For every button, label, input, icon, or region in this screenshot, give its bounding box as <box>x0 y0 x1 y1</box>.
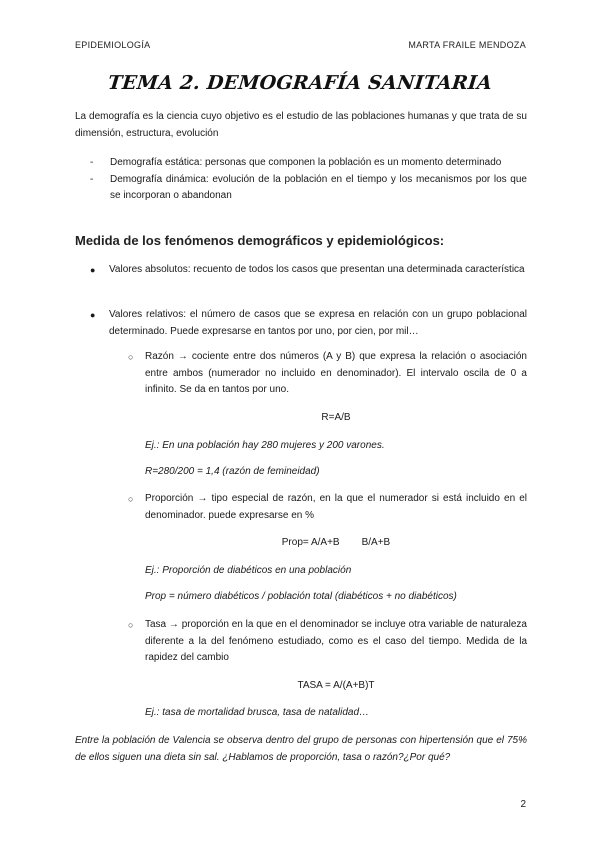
bullet-absolute-values <box>90 262 527 279</box>
sub-item-proporcion <box>128 491 527 524</box>
list-item-text: Demografía dinámica: evolución de la población en el tiempo y los mecanismos por los que se incorporan o abandonan <box>110 173 527 201</box>
formula-proporcion <box>145 537 527 548</box>
example-proporcion-2: Prop = número diabéticos / población total (diabéticos + no diabéticos) <box>145 591 457 602</box>
page-number: 2 <box>520 799 526 810</box>
circle-bullet-icon: ○ <box>128 352 134 362</box>
sub-item-text: Razón → cociente entre dos números (A y B) que expresa la relación o asociación entre ambos (numerador no incluido en denominador). El intervalo oscila de 0 a infinito. Se da en tantos por uno. <box>145 351 527 395</box>
page-title: TEMA 2. DEMOGRAFÍA SANITARIA <box>106 72 494 94</box>
formula-tasa: TASA = A/(A+B)T <box>297 680 375 691</box>
bullet-text: Valores relativos: el número de casos que se expresa en relación con un grupo poblacional determinado. Puede expresarse en tantos por uno, por cien, por mil… <box>109 309 527 337</box>
list-item-text: Demografía estática: personas que componen la población es un momento determinado <box>110 157 502 168</box>
bullet-icon: ● <box>90 265 96 275</box>
formula-proporcion-b: B/A+B <box>361 537 391 548</box>
sub-item-text: Proporción → tipo especial de razón, en la que el numerador si está incluido en el denominador. puede expresarse en % <box>145 493 527 521</box>
section-heading: Medida de los fenómenos demográficos y epidemiológicos: <box>75 233 445 248</box>
list-item-static <box>90 155 527 172</box>
example-tasa: Ej.: tasa de mortalidad brusca, tasa de natalidad… <box>145 707 370 718</box>
sub-item-text: Tasa → proporción en la que en el denominador se incluye otra variable de naturaleza diferente a la del fenómeno estudiado, como es el caso del tiempo. Medida de la rapidez del cambio <box>145 619 527 663</box>
formula-proporcion-a: Prop= A/A+B <box>281 537 340 548</box>
bullet-icon: ● <box>90 310 96 320</box>
list-item-dynamic <box>90 172 527 205</box>
dash-marker: - <box>90 173 94 185</box>
sub-item-tasa <box>128 617 527 667</box>
header-subject: EPIDEMIOLOGÍA <box>75 40 151 50</box>
intro-paragraph: La demografía es la ciencia cuyo objetivo es el estudio de las poblaciones humanas y que trata de su dimensión, estructura, evolución <box>75 111 527 139</box>
formula-razon: R=A/B <box>321 412 351 423</box>
example-proporcion-1: Ej.: Proporción de diabéticos en una población <box>145 565 352 576</box>
example-razon-1: Ej.: En una población hay 280 mujeres y 200 varones. <box>145 440 385 451</box>
bullet-text: Valores absolutos: recuento de todos los casos que presentan una determinada característica <box>109 264 525 275</box>
demography-types-list <box>90 155 527 205</box>
bullet-relative-values <box>90 307 527 340</box>
circle-bullet-icon: ○ <box>128 494 134 504</box>
sub-item-razon <box>128 349 527 399</box>
closing-question: Entre la población de Valencia se observa dentro del grupo de personas con hipertensión que el 75% de ellos siguen una dieta sin sal. ¿Hablamos de proporción, tasa o razón?¿Por qué? <box>75 735 527 763</box>
example-razon-2: R=280/200 = 1,4 (razón de femineidad) <box>145 466 320 477</box>
dash-marker: - <box>90 157 94 168</box>
circle-bullet-icon: ○ <box>128 620 134 630</box>
header-author: MARTA FRAILE MENDOZA <box>408 40 526 50</box>
